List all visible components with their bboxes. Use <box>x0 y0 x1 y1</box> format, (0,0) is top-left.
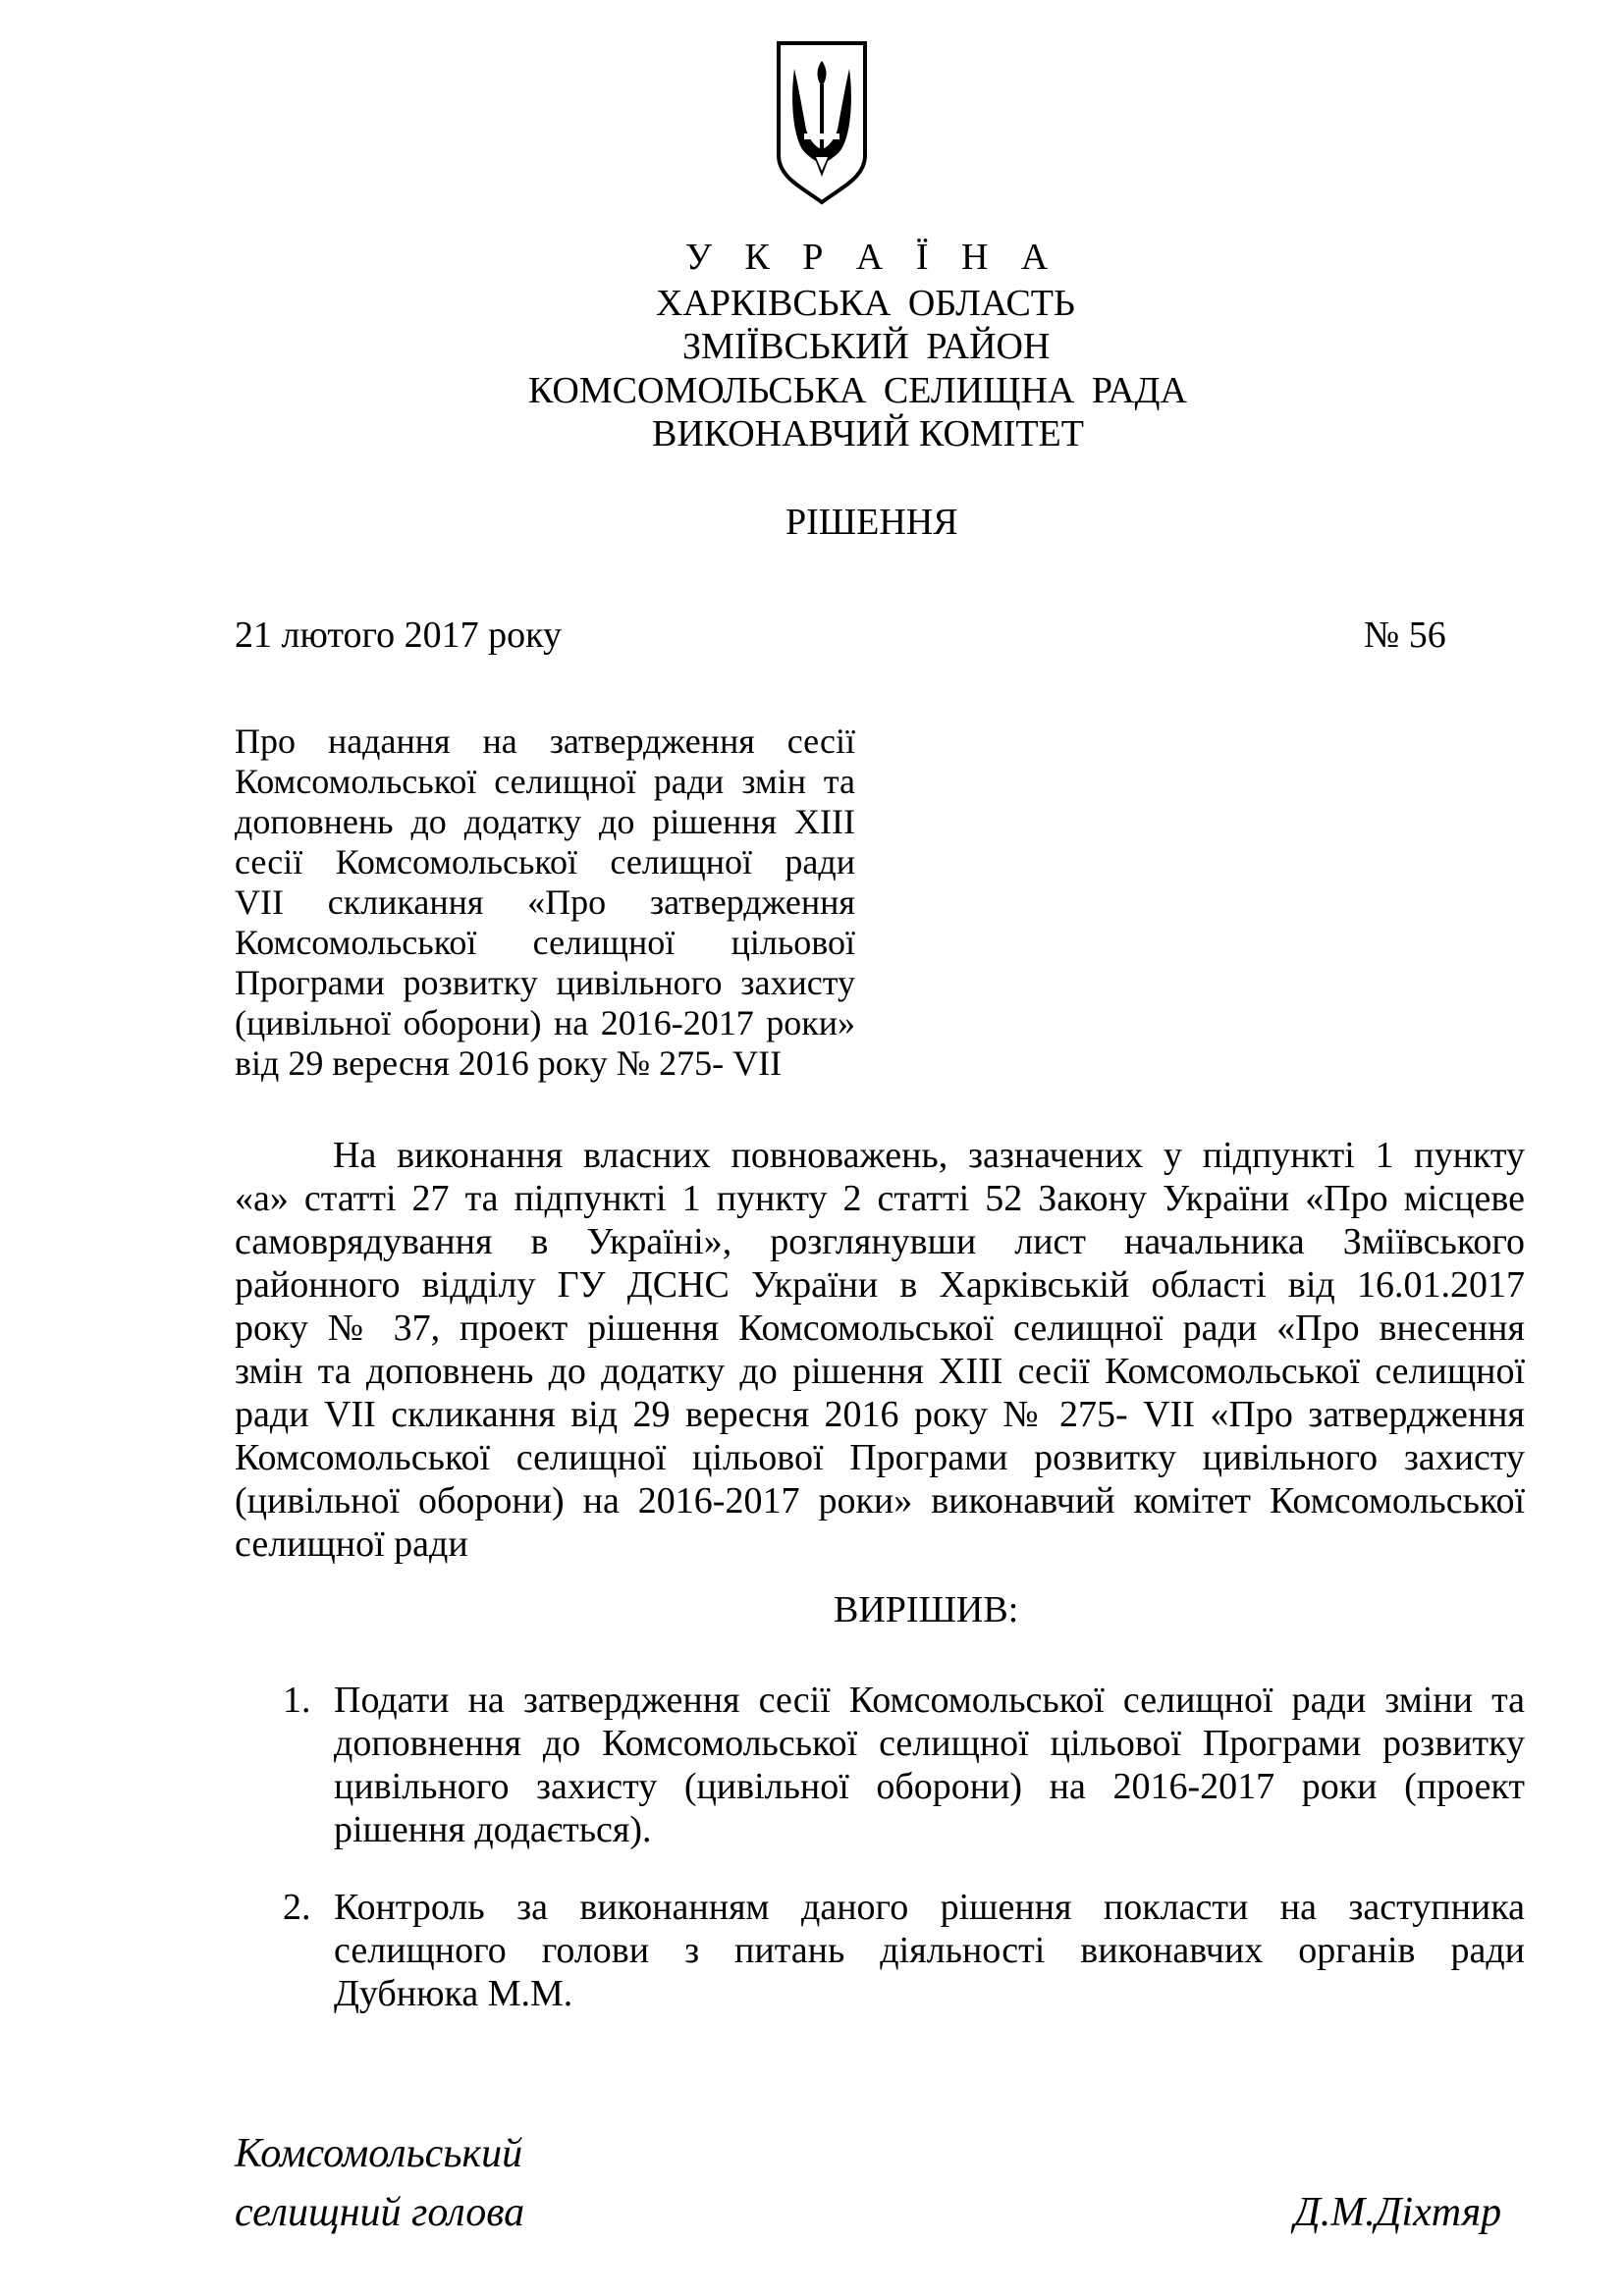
subject-line: сесії Комсомольської селищної ради <box>235 842 855 881</box>
body-line: На виконання власних повноважень, зазначених у підпункті 1 пункту <box>333 1135 1525 1176</box>
subject-line: VII скликання «Про затвердження <box>235 882 855 922</box>
item-line: Дубнюка М.М. <box>334 1973 573 2014</box>
signatory-position: Комсомольський <box>235 2131 523 2176</box>
item-number: 1. <box>283 1680 311 1721</box>
country-title: У К Р А Ї Н А <box>685 237 1060 278</box>
document-type: РІШЕННЯ <box>785 502 958 543</box>
body-line: самоврядування в Україні», розглянувши лист начальника Зміївського <box>235 1221 1525 1262</box>
item-line: рішення додається). <box>334 1809 652 1850</box>
subject-line: Програми розвитку цивільного захисту <box>235 963 855 1002</box>
body-line: районного відділу ГУ ДСНС України в Харківській області від 16.01.2017 <box>235 1264 1525 1306</box>
resolved-heading: ВИРІШИВ: <box>834 1589 1019 1630</box>
signatory-name: Д.М.Діхтяр <box>1294 2190 1502 2235</box>
body-line: Комсомольської селищної цільової Програми розвитку цивільного захисту <box>235 1437 1525 1478</box>
body-line: ради VII скликання від 29 вересня 2016 року № 275- VII «Про затвердження <box>235 1394 1525 1435</box>
item-text <box>334 1886 1525 2015</box>
body-line: «а» статті 27 та підпункті 1 пункту 2 статті 52 Закону України «Про місцеве <box>235 1178 1525 1219</box>
item-number: 2. <box>283 1887 311 1928</box>
item-line: селищного голови з питань діяльності виконавчих органів ради <box>334 1930 1525 1971</box>
oblast-title: ХАРКІВСЬКА ОБЛАСТЬ <box>656 283 1075 324</box>
body-line: (цивільної оборони) на 2016-2017 роки» виконавчий комітет Комсомольської <box>235 1480 1525 1522</box>
body-line: року № 37, проект рішення Комсомольської селищної ради «Про внесення <box>235 1308 1525 1349</box>
item-line: Подати на затвердження сесії Комсомольської селищної ради зміни та <box>334 1680 1525 1721</box>
item-text <box>334 1679 1525 1851</box>
committee-title: ВИКОНАВЧИЙ КОМІТЕТ <box>652 413 1084 454</box>
item-line: доповнення до Комсомольської селищної цільової Програми розвитку <box>334 1723 1525 1764</box>
subject-block <box>235 721 855 1084</box>
subject-line: (цивільної оборони) на 2016-2017 роки» <box>235 1003 855 1042</box>
document-date: 21 лютого 2017 року <box>235 614 563 656</box>
subject-line: доповнень до додатку до рішення XIII <box>235 802 855 841</box>
subject-line: від 29 вересня 2016 року № 275- VII <box>235 1043 783 1083</box>
body-line: селищної ради <box>235 1523 468 1565</box>
body-paragraph <box>235 1134 1525 1566</box>
document-number: № 56 <box>1364 614 1446 656</box>
subject-line: Про надання на затвердження сесії <box>235 721 855 761</box>
signatory-position: селищний голова <box>235 2190 525 2235</box>
subject-line: Комсомольської селищної цільової <box>235 923 855 962</box>
body-line: змін та доповнень до додатку до рішення XIII сесії Комсомольської селищної <box>235 1351 1525 1392</box>
council-title: КОМСОМОЛЬСЬКА СЕЛИЩНА РАДА <box>528 370 1187 411</box>
subject-line: Комсомольської селищної ради змін та <box>235 762 855 801</box>
coat-of-arms-icon <box>773 39 871 206</box>
raion-title: ЗМІЇВСЬКИЙ РАЙОН <box>682 326 1051 367</box>
item-line: цивільного захисту (цивільної оборони) на 2016-2017 роки (проект <box>334 1766 1525 1807</box>
item-line: Контроль за виконанням даного рішення покласти на заступника <box>334 1887 1525 1928</box>
